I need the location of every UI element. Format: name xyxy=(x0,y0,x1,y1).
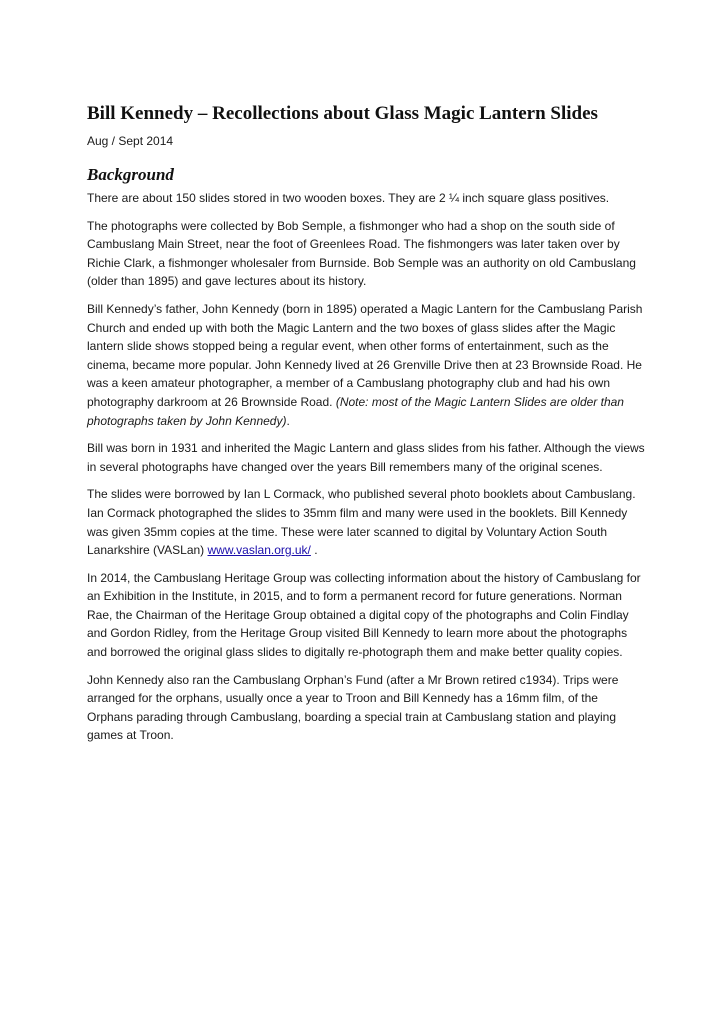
paragraph-orphans-fund: John Kennedy also ran the Cambuslang Orphan’s Fund (after a Mr Brown retired c1934). Trips were arranged for the orphans, usually once a year to Troon and Bill Kennedy has a 16mm film, of the Orphans parading through Cambuslang, boarding a special train at Cambuslang station and playing games at Troon. xyxy=(87,672,619,743)
document-date: Aug / Sept 2014 xyxy=(87,134,174,148)
paragraph-john-kennedy-note: (Note: most of the Magic Lantern Slides are older than photographs taken by John Kennedy) xyxy=(87,394,624,428)
document-page xyxy=(87,102,647,754)
paragraph-heritage-group: In 2014, the Cambuslang Heritage Group was collecting information about the history of Cambuslang for an Exhibition in the Institute, in 2015, and to form a permanent record for future generations. Norman Rae, the Chairman of the Heritage Group obtained a digital copy of the photographs and Colin Findlay and Gordon Ridley, from the Heritage Group visited Bill Kennedy to learn more about the photographs and borrowed the original glass slides to digitally re-photograph them and make better quality copies. xyxy=(87,570,641,660)
paragraph-john-kennedy-end: . xyxy=(286,413,290,428)
section-heading-background: Background xyxy=(87,165,174,184)
paragraph-ian-cormack xyxy=(87,485,647,559)
paragraph-john-kennedy-text: Bill Kennedy’s father, John Kennedy (born in 1895) operated a Magic Lantern for the Cambuslang Parish Church and ended up with both the Magic Lantern and the two boxes of glass slides after the Magic lantern slide shows stopped being a regular event, when other forms of entertainment, such as the cinema, became more popular. John Kennedy lived at 26 Grenville Drive then at 23 Brownside Road. He was a keen amateur photographer, a member of a Cambuslang photography club and had his own photography darkroom at 26 Brownside Road. xyxy=(87,301,643,409)
paragraph-ian-cormack-text: The slides were borrowed by Ian L Cormack, who published several photo booklets about Cambuslang. Ian Cormack photographed the slides to 35mm film and many were used in the booklets. Bill Kennedy was given 35mm copies at the time. These were later scanned to digital by Voluntary Action South Lanarkshire (VASLan) xyxy=(87,487,636,558)
paragraph-ian-cormack-end: . xyxy=(310,543,318,558)
paragraph-john-kennedy xyxy=(87,300,647,430)
document-title: Bill Kennedy – Recollections about Glass Magic Lantern Slides xyxy=(87,103,598,124)
paragraph-slides-count: There are about 150 slides stored in two wooden boxes. They are 2 ¼ inch square glass positives. xyxy=(87,191,610,205)
paragraph-bill-born: Bill was born in 1931 and inherited the Magic Lantern and glass slides from his father. Although the views in several photographs have changed over the years Bill remembers many of the original scenes. xyxy=(87,441,645,474)
vaslan-link[interactable]: www.vaslan.org.uk/ xyxy=(207,543,311,558)
paragraph-bob-semple: The photographs were collected by Bob Semple, a fishmonger who had a shop on the south side of Cambuslang Main Street, near the foot of Greenlees Road. The fishmongers was later taken over by Richie Clark, a fishmonger wholesaler from Burnside. Bob Semple was an authority on old Cambuslang (older than 1895) and gave lectures about its history. xyxy=(87,218,636,289)
